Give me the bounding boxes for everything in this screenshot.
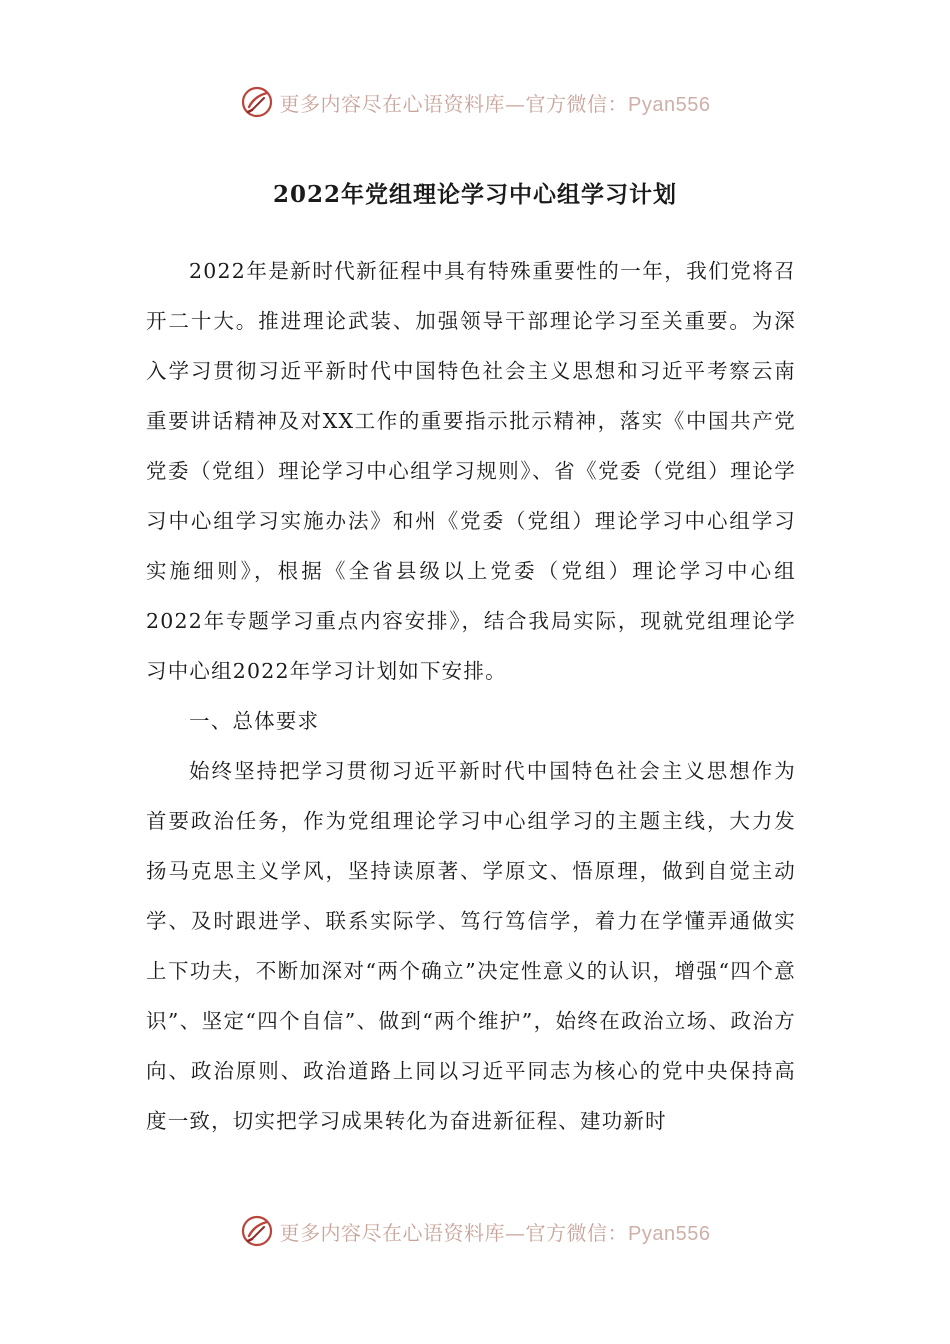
pen-logo-icon (240, 85, 274, 119)
header-watermark (0, 82, 950, 122)
watermark-wechat-id: Pyan556 (628, 1222, 711, 1245)
document-body (146, 246, 796, 1146)
watermark-wechat-id: Pyan556 (628, 93, 711, 116)
watermark-text: 更多内容尽在心语资料库—官方微信：Pyan556 (279, 1220, 711, 1245)
intro-paragraph: 2022年是新时代新征程中具有特殊重要性的一年，我们党将召开二十大。推进理论武装、加强领导干部理论学习至关重要。为深入学习贯彻习近平新时代中国特色社会主义思想和习近平考察云南重要讲话精神及对XX工作的重要指示批示精神，落实《中国共产党党委（党组）理论学习中心组学习规则》、省《党委（党组）理论学习中心组学习实施办法》和州《党委（党组）理论学习中心组学习实施细则》，根据《全省县级以上党委（党组）理论学习中心组2022年专题学习重点内容安排》，结合我局实际，现就党组理论学习中心组2022年学习计划如下安排。 (146, 259, 796, 683)
footer-watermark (0, 1211, 950, 1251)
watermark-text: 更多内容尽在心语资料库—官方微信：Pyan556 (279, 91, 711, 116)
section-heading: 一、总体要求 (189, 709, 320, 733)
body-paragraph: 始终坚持把学习贯彻习近平新时代中国特色社会主义思想作为首要政治任务，作为党组理论学习中心组学习的主题主线，大力发扬马克思主义学风，坚持读原著、学原文、悟原理，做到自觉主动学、及时跟进学、联系实际学、笃行笃信学，着力在学懂弄通做实上下功夫，不断加深对“两个确立”决定性意义的认识，增强“四个意识”、坚定“四个自信”、做到“两个维护”，始终在政治立场、政治方向、政治原则、政治道路上同以习近平同志为核心的党中央保持高度一致，切实把学习成果转化为奋进新征程、建功新时 (146, 759, 796, 1133)
pen-logo-icon (240, 1214, 274, 1248)
document-title: 2022年党组理论学习中心组学习计划 (272, 181, 677, 208)
